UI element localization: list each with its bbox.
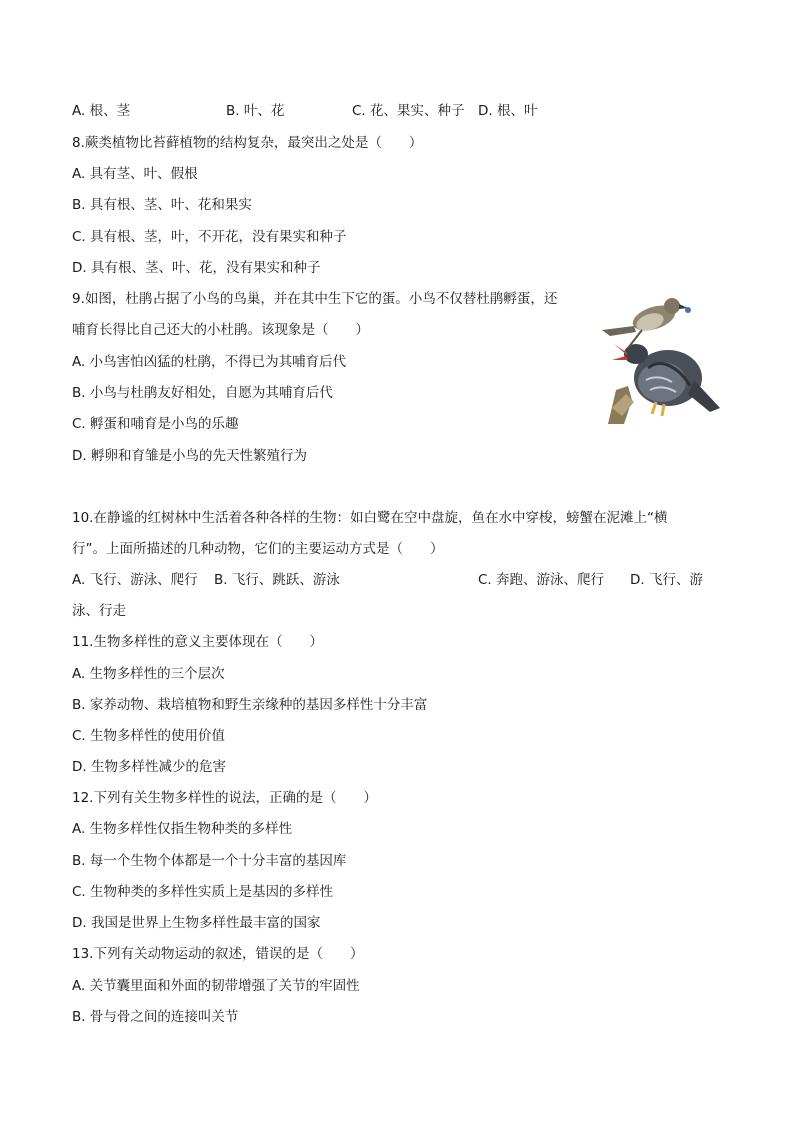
q8-stem: 8.蕨类植物比苔藓植物的结构复杂，最突出之处是（ ） — [72, 135, 423, 151]
q12-stem: 12.下列有关生物多样性的说法，正确的是（ ） — [72, 790, 377, 806]
q10-option-a: A. 飞行、游泳、爬行 — [72, 572, 198, 588]
q9-stem-line-1: 9.如图，杜鹃占据了小鸟的鸟巢，并在其中生下它的蛋。小鸟不仅替杜鹃孵蛋，还 — [72, 291, 558, 307]
q13-option-a: A. 关节囊里面和外面的韧带增强了关节的牢固性 — [72, 978, 360, 994]
q10-option-d-continued: 泳、行走 — [72, 603, 126, 619]
q8-option-b: B. 具有根、茎、叶、花和果实 — [72, 197, 252, 213]
q13-stem: 13.下列有关动物运动的叙述，错误的是（ ） — [72, 946, 364, 962]
q7-option-b: B. 叶、花 — [226, 103, 285, 119]
q10-option-d: D. 飞行、游 — [630, 572, 703, 588]
q10-option-b: B. 飞行、跳跃、游泳 — [214, 572, 340, 588]
q9-option-c: C. 孵蛋和哺育是小鸟的乐趣 — [72, 416, 239, 432]
q11-option-a: A. 生物多样性的三个层次 — [72, 666, 225, 682]
q12-option-d: D. 我国是世界上生物多样性最丰富的国家 — [72, 915, 321, 931]
q11-stem: 11.生物多样性的意义主要体现在（ ） — [72, 634, 323, 650]
q12-option-a: A. 生物多样性仅指生物种类的多样性 — [72, 821, 293, 837]
q7-option-d: D. 根、叶 — [478, 103, 538, 119]
q11-option-d: D. 生物多样性减少的危害 — [72, 759, 226, 775]
q9-stem-line-2: 哺育长得比自己还大的小杜鹃。该现象是（ ） — [72, 322, 369, 338]
cuckoo-feeding-illustration — [598, 290, 724, 424]
q8-option-c: C. 具有根、茎，叶，不开花，没有果实和种子 — [72, 229, 347, 245]
q9-option-d: D. 孵卵和育雏是小鸟的先天性繁殖行为 — [72, 448, 307, 464]
q9-option-a: A. 小鸟害怕凶猛的杜鹃，不得已为其哺育后代 — [72, 354, 347, 370]
q10-stem-line-2: 行”。上面所描述的几种动物，它们的主要运动方式是（ ） — [72, 541, 444, 557]
q10-option-c: C. 奔跑、游泳、爬行 — [478, 572, 605, 588]
q12-option-c: C. 生物种类的多样性实质上是基因的多样性 — [72, 884, 334, 900]
q9-option-b: B. 小鸟与杜鹃友好相处，自愿为其哺育后代 — [72, 385, 333, 401]
q7-option-a: A. 根、茎 — [72, 103, 131, 119]
q11-option-c: C. 生物多样性的使用价值 — [72, 728, 226, 744]
q12-option-b: B. 每一个生物个体都是一个十分丰富的基因库 — [72, 853, 347, 869]
q13-option-b: B. 骨与骨之间的连接叫关节 — [72, 1009, 239, 1025]
q10-stem-line-1: 10.在静谧的红树林中生活着各种各样的生物：如白鹭在空中盘旋，鱼在水中穿梭，螃蟹在泥滩上“横 — [72, 510, 668, 526]
q11-option-b: B. 家养动物、栽培植物和野生亲缘种的基因多样性十分丰富 — [72, 697, 428, 713]
q7-option-c: C. 花、果实、种子 — [352, 103, 465, 119]
q8-option-d: D. 具有根、茎、叶、花，没有果实和种子 — [72, 260, 321, 276]
q8-option-a: A. 具有茎、叶、假根 — [72, 166, 198, 182]
q10-options — [0, 571, 794, 589]
